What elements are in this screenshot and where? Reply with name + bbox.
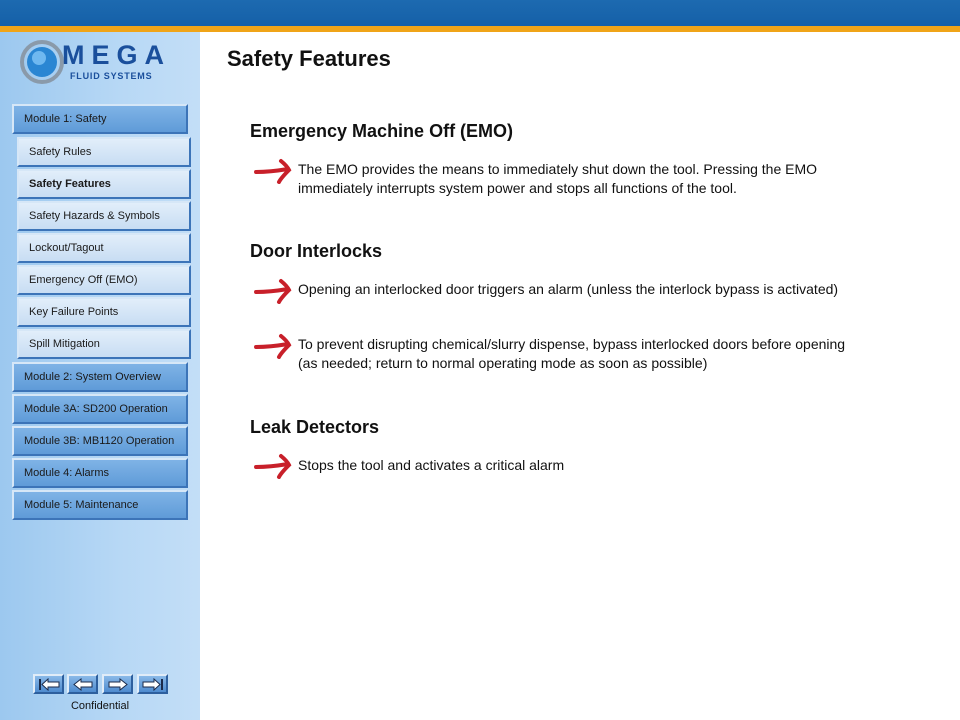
section-heading-leak-detectors: Leak Detectors	[250, 417, 380, 437]
nav-safety-rules[interactable]	[17, 137, 191, 167]
nav-module-3a-sd200[interactable]	[12, 394, 188, 424]
nav-label: Module 3B: MB1120 Operation	[24, 435, 175, 447]
nav-label: Module 4: Alarms	[24, 467, 109, 479]
nav-lockout-tagout[interactable]	[17, 233, 191, 263]
bullet-text: To prevent disrupting chemical/slurry dispense, bypass interlocked doors before opening (as needed; return to normal operating mode as soon as possible)	[298, 336, 846, 371]
logo-subtitle: FLUID SYSTEMS	[70, 71, 153, 81]
red-arrow-icon	[254, 278, 294, 304]
nav-label: Module 3A: SD200 Operation	[24, 403, 168, 415]
next-page-icon	[107, 678, 129, 691]
nav-label: Safety Hazards & Symbols	[29, 210, 160, 222]
nav-label: Safety Rules	[29, 146, 92, 158]
red-arrow-icon	[254, 158, 294, 184]
nav-label: Lockout/Tagout	[29, 242, 104, 254]
logo-wordmark: MEGA	[62, 40, 171, 70]
top-banner	[0, 0, 960, 26]
section-heading-emo: Emergency Machine Off (EMO)	[250, 121, 514, 141]
nav-safety-hazards-symbols[interactable]	[17, 201, 191, 231]
last-page-icon	[142, 678, 164, 691]
nav-label: Key Failure Points	[29, 306, 119, 318]
page-title: Safety Features	[227, 46, 391, 71]
first-page-button[interactable]	[33, 674, 64, 694]
nav-module-2-system-overview[interactable]	[12, 362, 188, 392]
bullet-text: The EMO provides the means to immediately shut down the tool. Pressing the EMO immediately interrupts system power and stops all functions of the tool.	[298, 161, 818, 196]
nav-module-3b-mb1120[interactable]	[12, 426, 188, 456]
nav-label: Spill Mitigation	[29, 338, 100, 350]
previous-page-icon	[72, 678, 94, 691]
logo-ring-icon	[20, 36, 64, 88]
nav-label: Safety Features	[29, 178, 111, 190]
nav-label: Module 2: System Overview	[24, 371, 161, 383]
nav-module-5-maintenance[interactable]	[12, 490, 188, 520]
red-arrow-icon	[254, 453, 294, 479]
nav-label: Module 1: Safety	[24, 113, 107, 125]
nav-emergency-off[interactable]	[17, 265, 191, 295]
red-arrow-icon	[254, 333, 294, 359]
bullet-text: Opening an interlocked door triggers an alarm (unless the interlock bypass is activated)	[298, 281, 839, 297]
nav-module-1-safety[interactable]	[12, 104, 188, 134]
bullet-text: Stops the tool and activates a critical alarm	[298, 457, 565, 473]
nav-safety-features[interactable]	[17, 169, 191, 199]
section-heading-door-interlocks: Door Interlocks	[250, 241, 383, 261]
last-page-button[interactable]	[137, 674, 168, 694]
nav-spill-mitigation[interactable]	[17, 329, 191, 359]
first-page-icon	[38, 678, 60, 691]
company-logo	[20, 36, 180, 92]
next-page-button[interactable]	[102, 674, 133, 694]
nav-label: Emergency Off (EMO)	[29, 274, 138, 286]
nav-module-4-alarms[interactable]	[12, 458, 188, 488]
nav-label: Module 5: Maintenance	[24, 499, 139, 511]
confidential-label: Confidential	[70, 700, 130, 712]
previous-page-button[interactable]	[67, 674, 98, 694]
nav-key-failure-points[interactable]	[17, 297, 191, 327]
